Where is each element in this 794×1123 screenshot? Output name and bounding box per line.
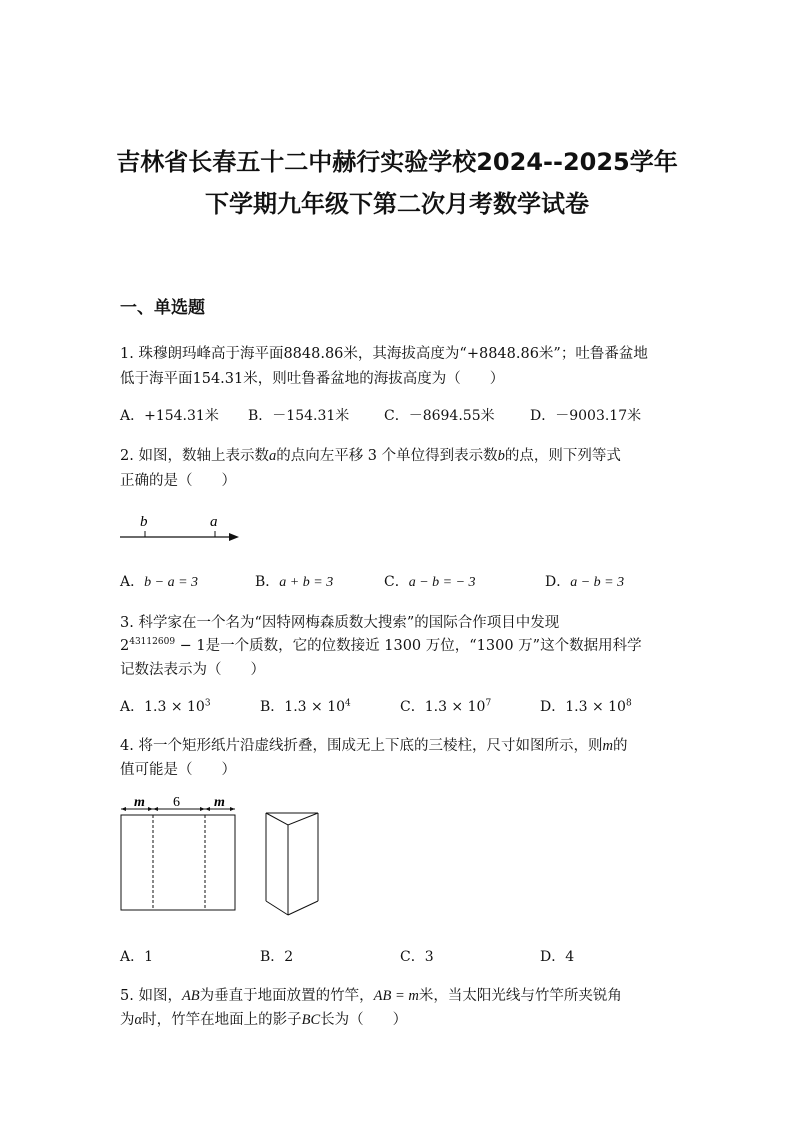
- q5-text-b: 为垂直于地面放置的竹竿，: [199, 988, 374, 1004]
- q5-line-2: [120, 1008, 407, 1029]
- q4-option-c: C．3: [400, 949, 434, 965]
- q4-var-m: m: [602, 738, 613, 754]
- q5-line-1: [120, 984, 622, 1005]
- q3-line-3: 记数法表示为（ ）: [120, 662, 265, 678]
- q1-option-a: A．+154.31米: [120, 408, 219, 424]
- dim-label-left: m: [134, 795, 145, 810]
- q2-option-a-letter: A．: [120, 574, 145, 590]
- q3-option-c-exp: 7: [485, 698, 492, 709]
- q3-option-b-letter: B．: [260, 699, 285, 715]
- q2-option-d-letter: D．: [545, 574, 571, 590]
- q5-ab-eq: AB = m: [373, 988, 419, 1004]
- q2-text-c: 的点，则下列等式: [504, 448, 621, 464]
- q3-option-d-letter: D．: [540, 699, 566, 715]
- q3-option-d: [540, 696, 632, 716]
- q1-line-1: 1. 珠穆朗玛峰高于海平面8848.86米，其海拔高度为“+8848.86米”；吐鲁番盆地: [120, 346, 648, 362]
- q4-text-b: 的: [612, 738, 628, 754]
- title-line-1: 吉林省长春五十二中赫行实验学校2024--2025学年: [116, 148, 678, 176]
- q3-power-base: 2: [120, 638, 130, 654]
- q3-option-a-exp: 3: [204, 698, 211, 709]
- q3-option-a-letter: A．: [120, 699, 145, 715]
- q5-text-c: 米，当太阳光线与竹竿所夹锐角: [418, 988, 622, 1004]
- q2-option-c-letter: C．: [384, 574, 409, 590]
- q4-option-b: B．2: [260, 949, 294, 965]
- q2-option-a: [120, 571, 198, 591]
- q2-line-1: [120, 444, 621, 465]
- q1-option-b: B．－154.31米: [248, 408, 350, 424]
- q5-alpha: α: [134, 1012, 143, 1028]
- q3-line-2-rest: − 1是一个质数，它的位数接近 1300 万位，“1300 万”这个数据用科学: [175, 638, 642, 654]
- q2-var-b: b: [497, 448, 505, 464]
- q4-line-1: [120, 734, 627, 755]
- q2-text-b: 的点向左平移 3 个单位得到表示数: [276, 448, 498, 464]
- q3-option-b-exp: 4: [345, 698, 351, 709]
- q5-text-f: 长为（ ）: [320, 1012, 408, 1028]
- q3-option-c-mantissa: 1.3 × 10: [424, 699, 486, 715]
- q2-var-a: a: [268, 448, 277, 464]
- q1-line-2: 低于海平面154.31米，则吐鲁番盆地的海拔高度为（ ）: [120, 371, 505, 387]
- q3-option-a-mantissa: 1.3 × 10: [144, 699, 205, 715]
- q2-option-d-expr: a − b = 3: [570, 575, 625, 590]
- q3-option-c: [400, 696, 491, 716]
- q2-option-b-expr: a + b = 3: [279, 575, 334, 590]
- triangular-prism-figure: [258, 805, 328, 925]
- q3-option-b: [260, 696, 351, 716]
- label-a: a: [210, 514, 218, 530]
- q2-option-c-expr: a − b = − 3: [408, 575, 476, 590]
- q3-option-c-letter: C．: [400, 699, 425, 715]
- prism-top-face: [266, 813, 318, 825]
- q2-line-2: 正确的是（ ）: [120, 473, 236, 489]
- q5-text-e: 时，竹竿在地面上的影子: [142, 1012, 302, 1028]
- q5-text-a: 5. 如图，: [120, 988, 182, 1004]
- q4-text-a: 4. 将一个矩形纸片沿虚线折叠，围成无上下底的三棱柱，尺寸如图所示，则: [120, 738, 603, 754]
- q2-option-a-expr: b − a = 3: [144, 575, 199, 590]
- q3-option-a: [120, 696, 211, 716]
- paper-rectangle: [121, 815, 235, 910]
- label-b: b: [140, 514, 148, 530]
- q3-line-2: [120, 634, 642, 655]
- q1-option-d: D．－9003.17米: [530, 408, 642, 424]
- q1-option-c: C．－8694.55米: [384, 408, 495, 424]
- q3-option-b-mantissa: 1.3 × 10: [284, 699, 346, 715]
- number-line-figure: [115, 510, 250, 550]
- q2-option-c: [384, 571, 476, 591]
- q2-option-b: [255, 571, 333, 591]
- q4-option-d: D．4: [540, 949, 575, 965]
- q5-text-d: 为: [120, 1012, 135, 1028]
- q2-option-d: [545, 571, 624, 591]
- q3-line-1: 3. 科学家在一个名为“因特网梅森质数大搜索”的国际合作项目中发现: [120, 615, 560, 631]
- rectangle-net-figure: [115, 795, 245, 915]
- section-heading: 一、单选题: [120, 298, 205, 318]
- q3-option-d-exp: 8: [625, 698, 632, 709]
- number-line-arrow: [229, 533, 239, 541]
- q5-bc: BC: [301, 1012, 321, 1028]
- q4-line-2: 值可能是（ ）: [120, 762, 236, 778]
- q4-option-a: A．1: [120, 949, 154, 965]
- q2-option-b-letter: B．: [255, 574, 280, 590]
- q3-option-d-mantissa: 1.3 × 10: [565, 699, 626, 715]
- title-line-2: 下学期九年级下第二次月考数学试卷: [205, 190, 589, 218]
- dim-label-right: m: [214, 795, 225, 810]
- q5-ab: AB: [181, 988, 200, 1004]
- q2-text-a: 2. 如图，数轴上表示数: [120, 448, 269, 464]
- dim-label-middle: 6: [173, 795, 180, 810]
- q3-power-exponent: 43112609: [129, 637, 176, 648]
